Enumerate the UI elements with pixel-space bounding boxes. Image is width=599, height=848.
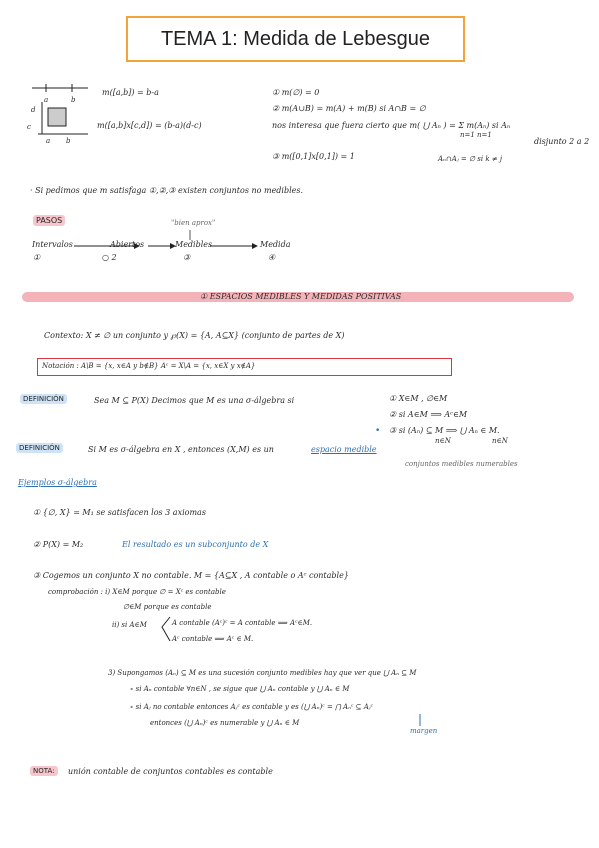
context-line: Contexto: X ≠ ∅ un conjunto y ℘(X) = {A, A⊆X} (conjunto de partes de X): [44, 331, 345, 340]
example-3-case-b: ∘ si Aⱼ no contable entonces Aⱼᶜ es contable y es (⋃ Aₙ)ᶜ = ⋂ Aₙᶜ ⊆ Aⱼᶜ: [130, 703, 374, 711]
examples-heading: Ejemplos σ-álgebra: [18, 478, 97, 487]
nota-text: unión contable de conjuntos contables es contable: [68, 767, 273, 776]
diagram-a-bottom: a: [46, 137, 51, 145]
axiom-empty-set: ① m(∅) = 0: [272, 88, 320, 97]
margin-arrow: [417, 714, 423, 728]
sigma-condition-2: ② si A∈M ⟹ Aᶜ∈M: [389, 410, 468, 419]
notation-line: Notación : A\B = {x, x∈A y b∉B} Aᶜ = X\A = {x, x∈X y x∉A}: [42, 362, 256, 370]
pasos-step-open: Abiertos: [110, 240, 145, 249]
example-3-check-i-b: ∅∈M porque es contable: [123, 603, 212, 611]
diagram-a-top: a: [44, 96, 49, 104]
pasos-quote: "bien aprox": [171, 219, 216, 227]
pasos-step-intervals: Intervalos: [32, 240, 73, 249]
example-3-check-ii-b: Aᶜ contable ⟹ Aᶜ ∈ M.: [172, 635, 254, 643]
example-3: ③ Cogemos un conjunto X no contable. M = {A⊆X , A contable o Aᶜ contable}: [33, 571, 349, 580]
nota-tag: NOTA:: [30, 766, 58, 776]
sigma-condition-3: ③ si (Aₙ) ⊆ M ⟹ ⋃ Aₙ ∈ M.: [389, 426, 500, 435]
example-3-check-iii: 3) Supongamos (Aₙ) ⊆ M es una sucesión conjunto medibles hay que ver que ⋃ Aₙ ⊆ M: [108, 669, 417, 677]
sigma-condition-3-sub1: n∈N: [435, 437, 451, 445]
example-3-case-b-conclusion: entonces (⋃ Aₙ)ᶜ es numerable y ⋃ Aₙ ∈ M: [150, 719, 300, 727]
measurable-space-term: espacio medible: [311, 445, 377, 454]
axiom-disjoint-note: disjunto 2 a 2: [534, 137, 590, 146]
axiom-unit-square: ③ m([0,1]x[0,1]) = 1: [272, 152, 355, 161]
section-heading: ① ESPACIOS MEDIBLES Y MEDIDAS POSITIVAS: [200, 292, 402, 301]
formula-interval-measure: m([a,b]) = b-a: [102, 88, 159, 97]
bullet-dot: •: [375, 426, 381, 436]
brace-icon: [158, 615, 172, 643]
example-2-note: El resultado es un subconjunto de X: [122, 540, 269, 549]
margin-note: margen: [410, 727, 438, 735]
definition-tag-sigma: DEFINICIÓN: [20, 394, 67, 404]
sigma-condition-3-note: conjuntos medibles numerables: [405, 460, 518, 468]
sigma-condition-1: ① X∈M , ∅∈M: [389, 394, 448, 403]
diagram-d: d: [31, 106, 36, 114]
definition-measurable-text: Si M es σ-álgebra en X , entonces (X,M) es un: [88, 445, 274, 454]
diagram-c: c: [27, 123, 31, 131]
diagram-b-top: b: [71, 96, 76, 104]
example-3-case-a: ∘ si Aₙ contable ∀n∈N , se sigue que ⋃ Aₙ contable y ⋃ Aₙ ∈ M: [130, 685, 350, 693]
pasos-num-1: ①: [33, 253, 41, 262]
example-3-check-ii: ii) si A∈M: [112, 621, 147, 629]
intro-nonmeasurable: · Si pedimos que m satisfaga ①,②,③ existen conjuntos no medibles.: [30, 186, 304, 195]
example-3-check-i: comprobación : i) X∈M porque ∅ = Xᶜ es contable: [48, 588, 226, 596]
diagram-b-bottom: b: [66, 137, 71, 145]
sigma-condition-3-sub2: n∈N: [492, 437, 508, 445]
axiom-countable-additivity: nos interesa que fuera cierto que m( ⋃ Aₙ ) = Σ m(Aₙ) si Aₙ: [272, 121, 511, 130]
definition-sigma-text: Sea M ⊆ P(X) Decimos que M es una σ-álgebra si: [94, 396, 295, 405]
formula-rectangle-measure: m([a,b]x[c,d]) = (b-a)(d-c): [97, 121, 202, 130]
page-title: TEMA 1: Medida de Lebesgue: [126, 16, 465, 62]
pasos-step-measure: Medida: [260, 240, 291, 249]
example-3-check-ii-a: A contable (Aᶜ)ᶜ = A contable ⟹ Aᶜ∈M.: [172, 619, 313, 627]
pasos-num-2: ○ 2: [102, 253, 117, 262]
pasos-num-4: ④: [268, 253, 276, 262]
definition-tag-measurable: DEFINICIÓN: [16, 443, 63, 453]
axiom-disjoint-condition: Aₙ∩Aⱼ = ∅ si k ≠ j: [438, 155, 503, 163]
axiom-sum-indices: n=1 n=1: [460, 131, 492, 139]
example-1: ① {∅, X} = M₁ se satisfacen los 3 axiomas: [33, 508, 206, 517]
axiom-additivity: ② m(A∪B) = m(A) + m(B) si A∩B = ∅: [272, 104, 426, 113]
example-2: ② P(X) = M₂: [33, 540, 84, 549]
pasos-tag: PASOS: [33, 215, 65, 226]
pasos-num-3: ③: [183, 253, 191, 262]
pasos-step-measurable: Medibles: [175, 240, 213, 249]
interval-rectangle-diagram: [28, 84, 98, 146]
